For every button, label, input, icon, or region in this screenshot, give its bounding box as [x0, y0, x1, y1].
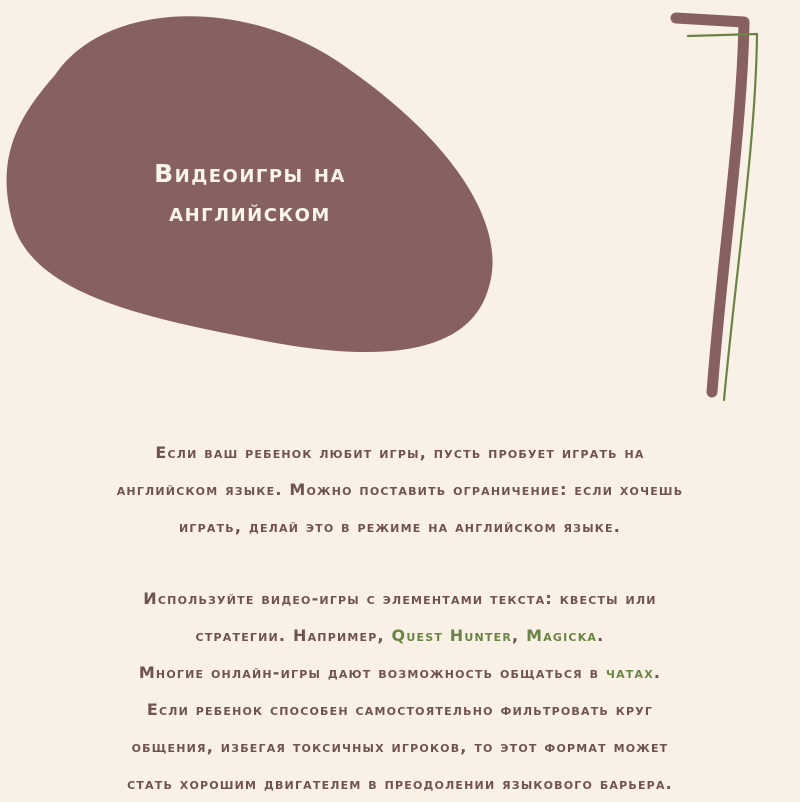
game-name-magicka: Magicka: [526, 626, 598, 645]
paragraph-2-line-2: [30, 617, 770, 654]
paragraph-2-line-4: Если ребенок способен самостоятельно фильтровать круг: [146, 700, 654, 719]
paragraph-1: [30, 434, 770, 545]
paragraph-1-line-3: играть, делай это в режиме на английском языке.: [179, 517, 621, 536]
seven-main-stroke: [676, 18, 744, 392]
text-segment: .: [597, 626, 605, 645]
paragraph-2-line-6: стать хорошим двигателем в преодолении языкового барьера.: [127, 774, 673, 793]
paragraph-2-line-3: [30, 654, 770, 691]
paragraph-2-line-5: общения, избегая токсичных игроков, то этот формат может: [131, 737, 669, 756]
text-segment: Многие онлайн-игры дают возможность общаться в: [138, 663, 606, 682]
text-segment: .: [653, 663, 662, 682]
text-segment: ,: [512, 626, 527, 645]
game-name-quest-hunter: Quest Hunter: [391, 626, 513, 645]
text-segment: стратегии. Например,: [195, 626, 392, 645]
title-line-2: английском: [169, 197, 331, 227]
paragraph-2-line-1: Используйте видео-игры с элементами текста: квесты или: [143, 589, 657, 608]
seven-outline-stroke: [688, 34, 757, 400]
title-line-1: Видеоигры на: [154, 159, 346, 188]
paragraph-1-line-1: Если ваш ребенок любит игры, пусть пробует играть на: [155, 443, 645, 462]
paragraph-2: [30, 580, 770, 802]
highlight-chats: чатах: [605, 663, 654, 682]
page-title: [90, 155, 410, 233]
paragraph-1-line-2: английском языке. Можно поставить ограничение: если хочешь: [116, 480, 684, 499]
